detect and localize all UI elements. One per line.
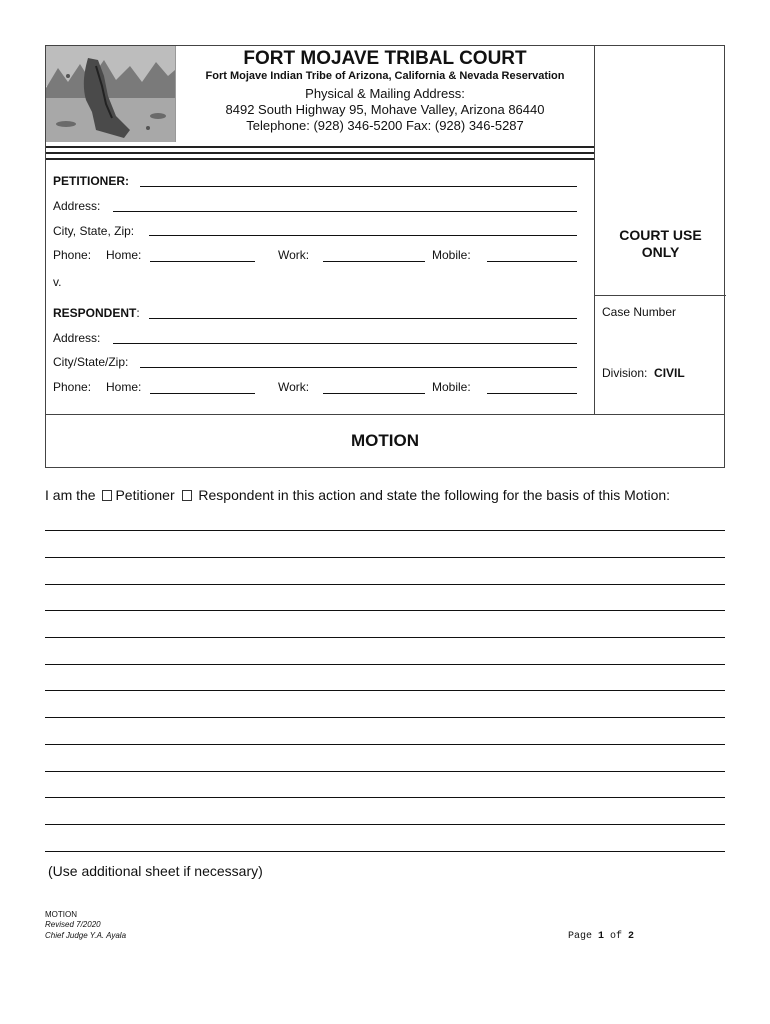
respondent-city-label: City/State/Zip:	[53, 355, 129, 369]
writing-line[interactable]	[45, 744, 725, 745]
writing-line[interactable]	[45, 664, 725, 665]
division-value: CIVIL	[654, 366, 685, 380]
petitioner-home-label: Home:	[106, 248, 142, 262]
address-line: 8492 South Highway 95, Mohave Valley, Arizona 86440	[225, 102, 545, 117]
writing-line[interactable]	[45, 717, 725, 718]
respondent-mobile-label: Mobile:	[432, 380, 471, 394]
respondent-home-phone-field[interactable]	[150, 393, 255, 394]
writing-line[interactable]	[45, 851, 725, 852]
header-rule-bottom	[46, 158, 594, 160]
versus-label: v.	[53, 275, 62, 289]
petitioner-name-field[interactable]	[140, 186, 577, 187]
writing-line[interactable]	[45, 690, 725, 691]
respondent-home-label: Home:	[106, 380, 142, 394]
writing-line[interactable]	[45, 797, 725, 798]
writing-line[interactable]	[45, 637, 725, 638]
petitioner-work-label: Work:	[278, 248, 310, 262]
respondent-label: RESPONDENT:	[53, 306, 140, 320]
petitioner-checkbox[interactable]	[102, 490, 112, 501]
respondent-work-label: Work:	[278, 380, 310, 394]
respondent-phone-label: Phone:	[53, 380, 92, 394]
petitioner-home-phone-field[interactable]	[150, 261, 255, 262]
court-logo-artwork	[46, 46, 175, 142]
respondent-address-label: Address:	[53, 331, 101, 345]
writing-line[interactable]	[45, 557, 725, 558]
court-logo	[46, 46, 176, 142]
writing-line[interactable]	[45, 610, 725, 611]
respondent-city-field[interactable]	[140, 367, 577, 368]
court-use-column	[594, 45, 725, 415]
respondent-option-label: Respondent	[194, 487, 274, 503]
division-field: Division: CIVIL	[602, 366, 685, 380]
writing-line[interactable]	[45, 771, 725, 772]
court-subtitle: Fort Mojave Indian Tribe of Arizona, California & Nevada Reservation	[205, 70, 565, 82]
additional-sheet-note: (Use additional sheet if necessary)	[48, 863, 263, 879]
petitioner-work-phone-field[interactable]	[323, 261, 425, 262]
petitioner-address-field[interactable]	[113, 211, 577, 212]
motion-title: MOTION	[351, 431, 419, 450]
court-title: FORT MOJAVE TRIBAL COURT	[243, 48, 527, 69]
petitioner-phone-label: Phone:	[53, 248, 92, 262]
footer-revised: Revised 7/2020	[45, 920, 101, 929]
writing-line[interactable]	[45, 824, 725, 825]
court-use-divider	[595, 295, 726, 296]
writing-line[interactable]	[45, 530, 725, 531]
footer-judge: Chief Judge Y.A. Ayala	[45, 931, 127, 940]
writing-line[interactable]	[45, 584, 725, 585]
respondent-work-phone-field[interactable]	[323, 393, 425, 394]
header-rule-middle	[46, 152, 594, 154]
address-label: Physical & Mailing Address:	[305, 86, 465, 101]
respondent-mobile-phone-field[interactable]	[487, 393, 577, 394]
petitioner-label: PETITIONER:	[53, 174, 130, 188]
court-use-label: COURT USE ONLY	[619, 227, 702, 260]
phone-fax-line: Telephone: (928) 346-5200 Fax: (928) 346-5287	[246, 118, 524, 133]
respondent-address-field[interactable]	[113, 343, 577, 344]
petitioner-city-field[interactable]	[149, 235, 577, 236]
motion-divider	[45, 414, 725, 415]
petitioner-option-label: Petitioner	[115, 487, 175, 503]
petitioner-mobile-label: Mobile:	[432, 248, 471, 262]
petitioner-city-label: City, State, Zip:	[53, 224, 135, 238]
motion-statement: I am the Petitioner Respondent in this action and state the following for the basis of this Motion:	[45, 487, 671, 503]
respondent-name-field[interactable]	[149, 318, 577, 319]
footer-form-name: MOTION	[45, 910, 77, 919]
petitioner-address-label: Address:	[53, 199, 101, 213]
header-rule-top	[46, 146, 594, 148]
petitioner-mobile-phone-field[interactable]	[487, 261, 577, 262]
case-number-label: Case Number	[602, 305, 677, 319]
page-number: Page 1 of 2	[568, 931, 635, 942]
respondent-checkbox[interactable]	[182, 490, 192, 501]
